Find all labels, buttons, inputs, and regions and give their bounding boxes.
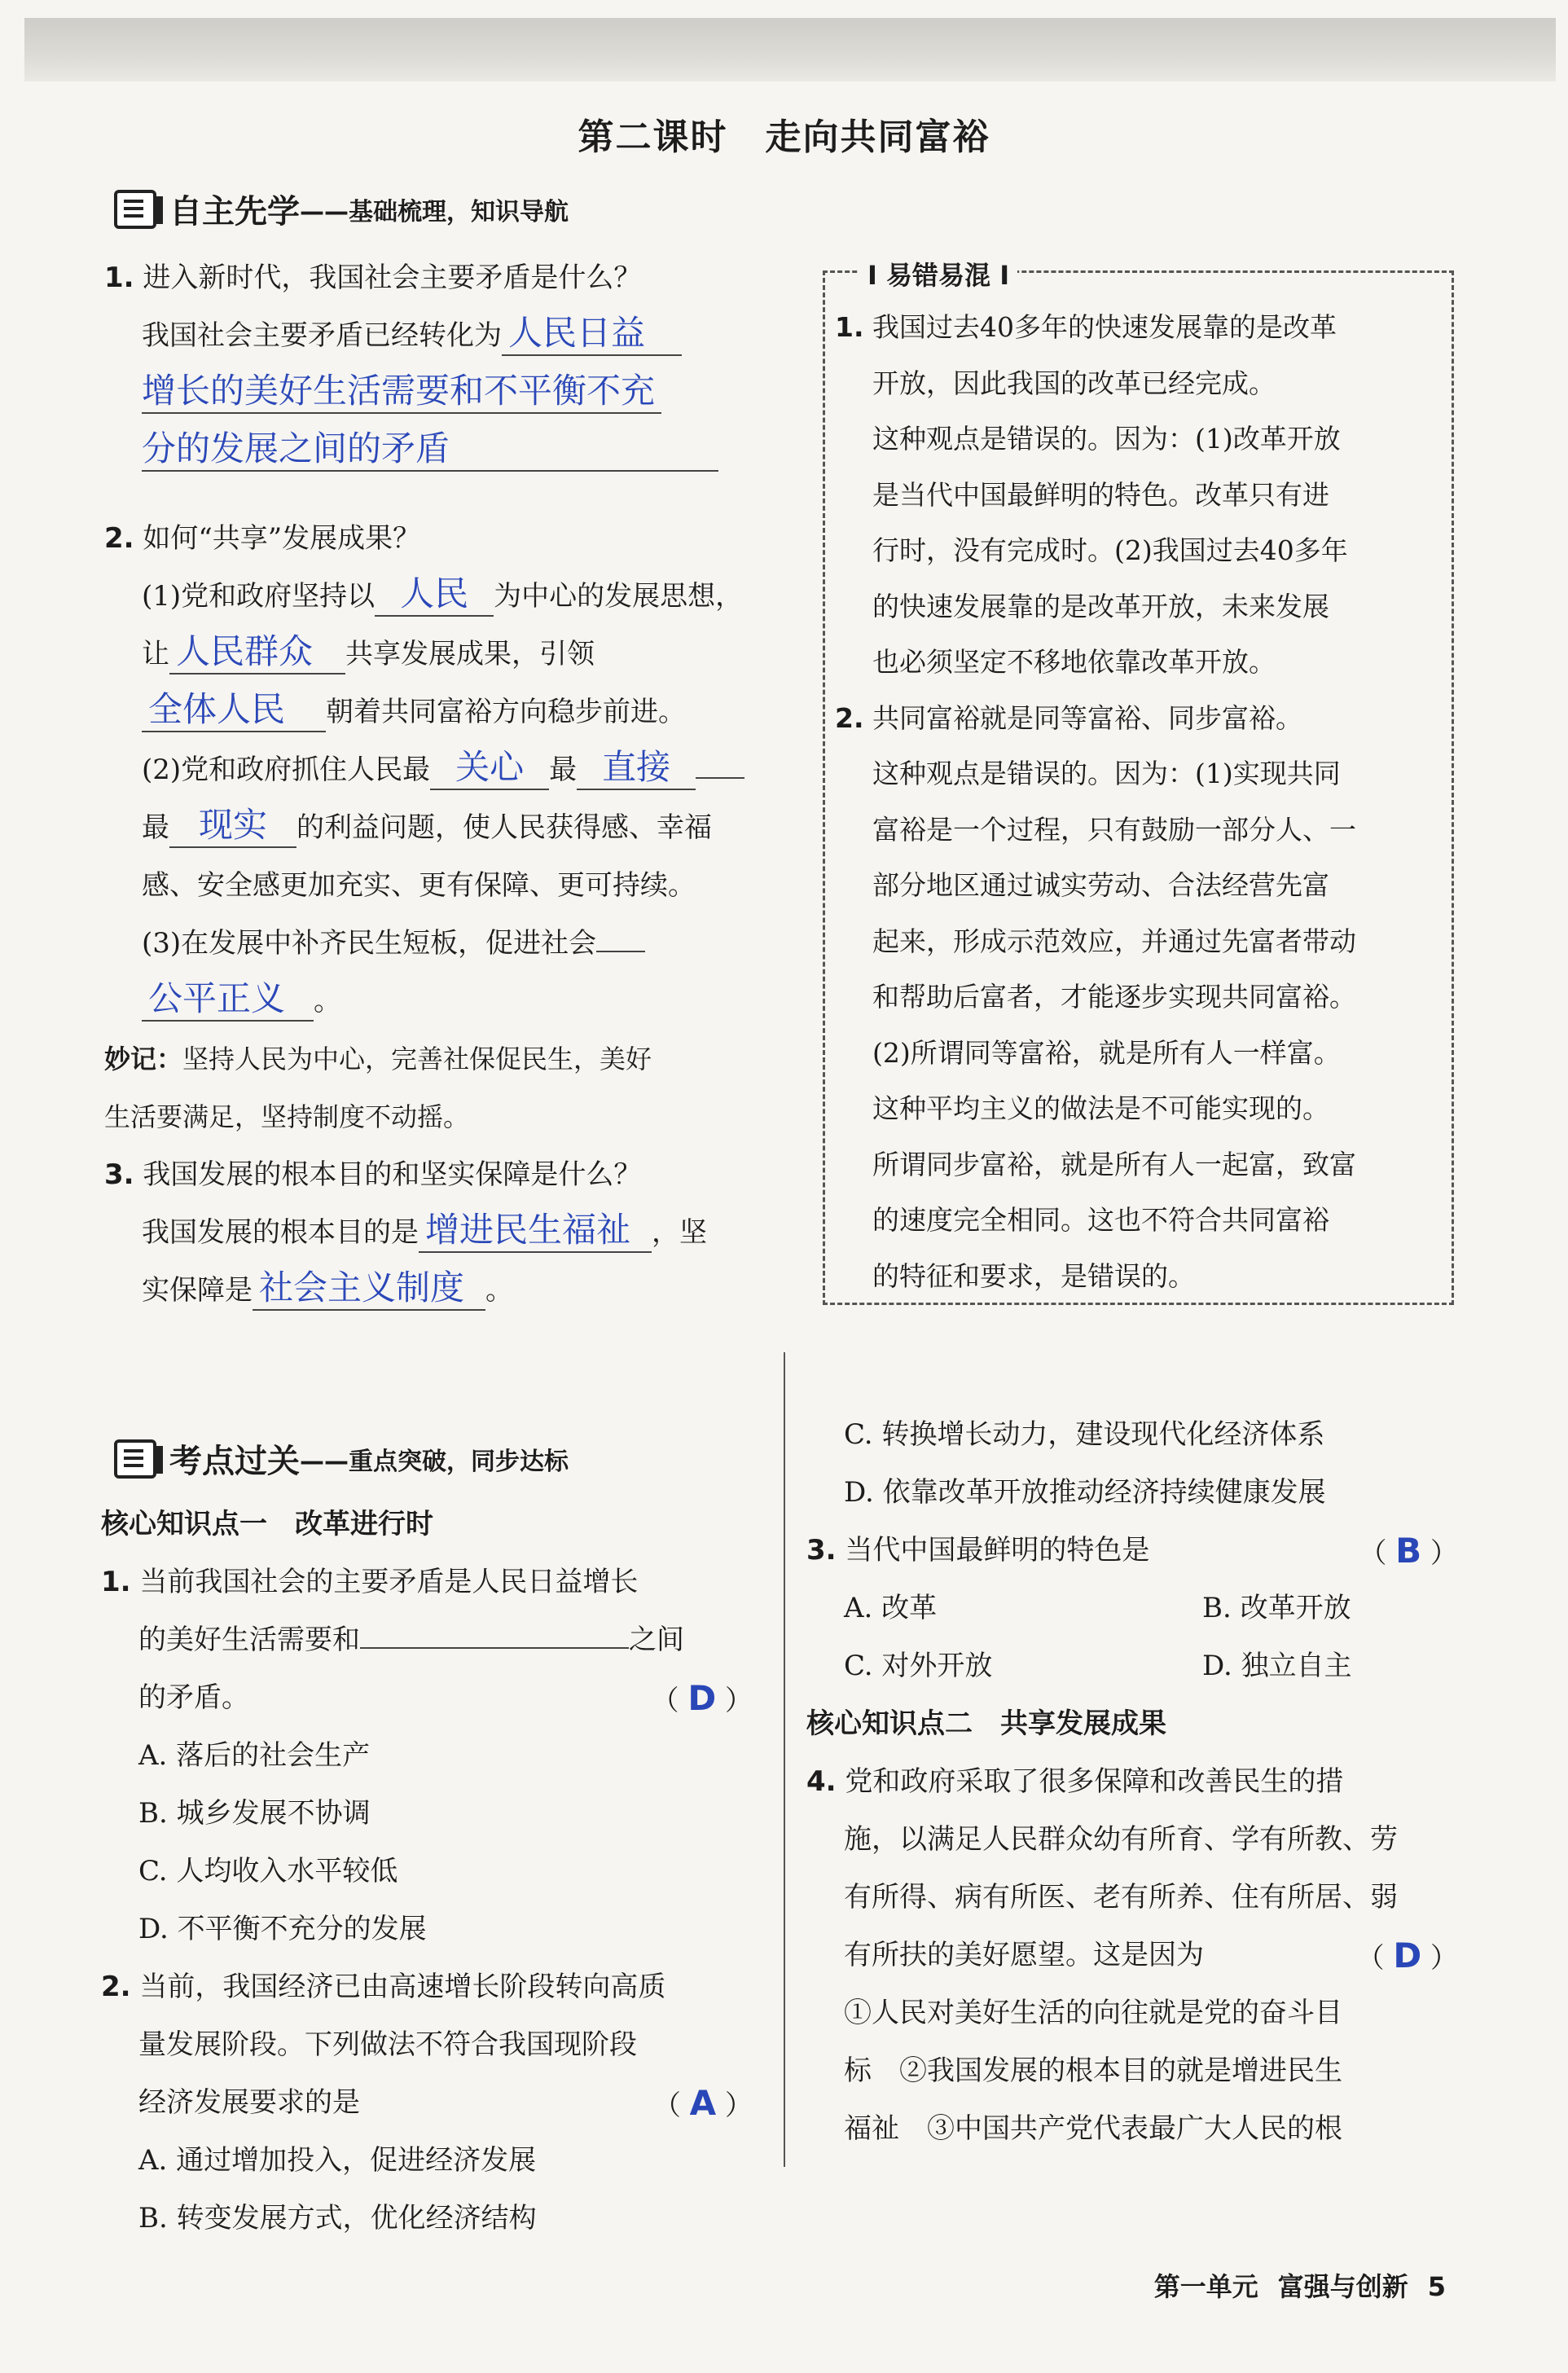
self-study-column: [104, 249, 756, 1320]
mistake-item-1-line: 这种观点是错误的。因为：(1)改革开放: [872, 423, 1341, 455]
cq1-option: C. 人均收入水平较低: [138, 1855, 398, 1887]
cq1-answer: （ D ）: [651, 1678, 753, 1718]
page-footer: [1135, 2266, 1446, 2304]
notebook-icon: [114, 1439, 156, 1479]
cq4-options-line: ①人民对美好生活的向往就是党的奋斗目: [844, 1997, 1342, 2029]
mistake-item-2-line: 起来，形成示范效应，并通过先富者带动: [872, 925, 1356, 957]
cq2-option: C. 转换增长动力，建设现代化经济体系: [844, 1418, 1325, 1451]
cq4-stem-line: 施，以满足人民群众幼有所育、学有所教、劳: [844, 1823, 1398, 1856]
cq1-option: A. 落后的社会生产: [138, 1739, 371, 1772]
mistake-item-1-line: 开放，因此我国的改革已经完成。: [872, 367, 1276, 399]
self-study-title: 自主先学: [169, 193, 300, 231]
q2-blank-masses: 人民群众: [169, 631, 345, 675]
q1-answer-blank-3: 分的发展之间的矛盾: [142, 428, 718, 472]
cq4-stem: 4. 党和政府采取了很多保障和改善民生的措: [806, 1765, 1344, 1798]
cq4-options-line: 福祉 ③中国共产党代表最广大人民的根: [844, 2112, 1342, 2145]
q1-answer-line2: [104, 365, 756, 423]
cq2-option: A. 通过增加投入，促进经济发展: [138, 2144, 537, 2177]
cq1-option: D. 不平衡不充分的发展: [138, 1913, 427, 1945]
page-title: 第二课时 走向共同富裕: [578, 116, 990, 158]
cq2-stem: 2. 当前，我国经济已由高速增长阶段转向高质: [101, 1971, 666, 2003]
kp1-title: 核心知识点一 改革进行时: [101, 1508, 433, 1540]
footer-unit-title: 富强与创新: [1277, 2271, 1408, 2302]
mistake-box-text: [835, 300, 1444, 1304]
q3-answer: 我国发展的根本目的是 增进民生福祉 ，坚 实保障是 社会主义制度 。: [104, 1204, 756, 1320]
q2-blank-direct: 直接: [577, 746, 696, 790]
q3-blank-guarantee: 社会主义制度: [253, 1267, 485, 1311]
q1-answer-line3: [104, 423, 756, 481]
mistake-item-1-line: 的快速发展靠的是改革开放，未来发展: [872, 590, 1329, 622]
q1-question: 1. 进入新时代，我国社会主要矛盾是什么？: [104, 261, 642, 294]
q2-p1: (1)党和政府坚持以 人民 为中心的发展思想，让 人民群众 共享发展成果，引领全体人民 朝着共同富裕方向稳步前进。: [104, 568, 756, 741]
checkpoint-title: 考点过关: [169, 1443, 300, 1480]
mistake-item-2: 2. 共同富裕就是同等富裕、同步富裕。: [835, 701, 1302, 734]
cq4-stem-line: 有所得、病有所医、老有所养、住有所居、弱: [844, 1881, 1398, 1914]
mistake-item-2-line: 富裕是一个过程，只有鼓励一部分人、一: [872, 813, 1356, 846]
q2-question: 2. 如何“共享”发展成果？: [104, 522, 421, 555]
q2-blank-fair: 公平正义: [142, 978, 314, 1022]
cq4-stem-line4: 有所扶的美好愿望。这是因为 （ D ）: [806, 1927, 1458, 1984]
mistake-item-2-line: 部分地区通过诚实劳动、合法经营先富: [872, 869, 1329, 901]
mistake-item-2-line: 的特征和要求，是错误的。: [872, 1259, 1195, 1292]
notebook-icon: [114, 190, 156, 229]
mistake-item-2-line: 这种观点是错误的。因为：(1)实现共同: [872, 758, 1341, 789]
cq2-stem-line2: 量发展阶段。下列做法不符合我国现阶段: [138, 2028, 637, 2061]
cq1-stem-line2: 的美好生活需要和 之间: [138, 1624, 684, 1656]
cq1-option: B. 城乡发展不协调: [138, 1797, 371, 1830]
q3-blank-purpose: 增进民生福祉: [419, 1209, 652, 1253]
mistake-item-2-line: 的速度完全相同。这也不符合共同富裕: [872, 1204, 1329, 1236]
checkpoint-left-column: [101, 1496, 753, 2248]
q2-p3: (3)在发展中补齐民生短板，促进社会公平正义 。: [104, 915, 756, 1030]
mistake-item-1-line: 也必须坚定不移地依靠改革开放。: [872, 646, 1276, 678]
q1-answer-blank-2: 增长的美好生活需要和不平衡不充: [142, 370, 661, 414]
cq2-option: B. 转变发展方式，优化经济结构: [138, 2202, 537, 2235]
column-divider: [784, 1352, 785, 2167]
cq4-answer: （ D ）: [1356, 1936, 1458, 1975]
self-study-header: [114, 186, 569, 232]
checkpoint-header: [114, 1435, 569, 1482]
q1-answer-blank-1: 人民日益: [502, 312, 682, 356]
checkpoint-right-column: [806, 1406, 1458, 2158]
checkpoint-subtitle: ——重点突破，同步达标: [300, 1447, 569, 1476]
cq3-answer: （ B ）: [1359, 1531, 1458, 1571]
cq3-options-row1: A. 改革 B. 改革开放: [844, 1592, 1351, 1624]
cq1-stem: 1. 当前我国社会的主要矛盾是人民日益增长: [101, 1566, 639, 1598]
q2-blank-people: 人民: [375, 573, 494, 617]
q1-answer-line1: 我国社会主要矛盾已经转化为 人民日益: [104, 307, 756, 365]
cq4-options-line: 标 ②我国发展的根本目的就是增进民生: [844, 2054, 1342, 2087]
mistake-item-1-line: 是当代中国最鲜明的特色。改革只有进: [872, 478, 1329, 511]
scan-top-band: [24, 18, 1556, 81]
q2-p2: (2)党和政府抓住人民最 关心 最 直接最 现实 的利益问题，使人民获得感、幸福感、安全感更加充实、更有保障、更可持续。: [104, 741, 756, 915]
mistake-item-2-line: 这种平均主义的做法是不可能实现的。: [872, 1092, 1329, 1124]
q3-question: 3. 我国发展的根本目的和坚实保障是什么？: [104, 1158, 642, 1191]
mistake-item-1: 1. 我国过去40多年的快速发展靠的是改革: [835, 311, 1337, 343]
cq3-options-row2: C. 对外开放 D. 独立自主: [844, 1650, 1352, 1682]
kp2-title: 核心知识点二 共享发展成果: [806, 1707, 1166, 1740]
mnemonic: 妙记：坚持人民为中心，完善社保促民生，美好 生活要满足，坚持制度不动摇。: [104, 1044, 652, 1132]
cq3-stem: 3. 当代中国最鲜明的特色是 （ B ）: [806, 1522, 1458, 1580]
cq1-stem-line3: 的矛盾。 （ D ）: [101, 1669, 753, 1727]
mistake-item-2-line: 所谓同步富裕，就是所有人一起富，致富: [872, 1148, 1356, 1180]
q2-blank-all: 全体人民: [142, 688, 326, 732]
self-study-subtitle: ——基础梳理，知识导航: [300, 197, 569, 226]
mistake-item-2-line: 和帮助后富者，才能逐步实现共同富裕。: [872, 981, 1356, 1013]
mistake-item-1-line: 行时，没有完成时。(2)我国过去40多年: [872, 534, 1348, 566]
mistake-item-2-line: (2)所谓同等富裕，就是所有人一样富。: [872, 1036, 1341, 1069]
footer-unit: 第一单元: [1153, 2271, 1258, 2302]
page-number: 5: [1427, 2271, 1446, 2302]
q2-blank-care: 关心: [430, 746, 549, 790]
q2-blank-real: 现实: [169, 804, 296, 848]
cq2-stem-line3: 经济发展要求的是 （ A ）: [101, 2074, 753, 2132]
cq2-option: D. 依靠改革开放推动经济持续健康发展: [844, 1476, 1326, 1509]
cq2-answer: （ A ）: [652, 2083, 753, 2123]
mistake-box-label: Ⅰ 易错易混 Ⅰ: [859, 255, 1017, 292]
